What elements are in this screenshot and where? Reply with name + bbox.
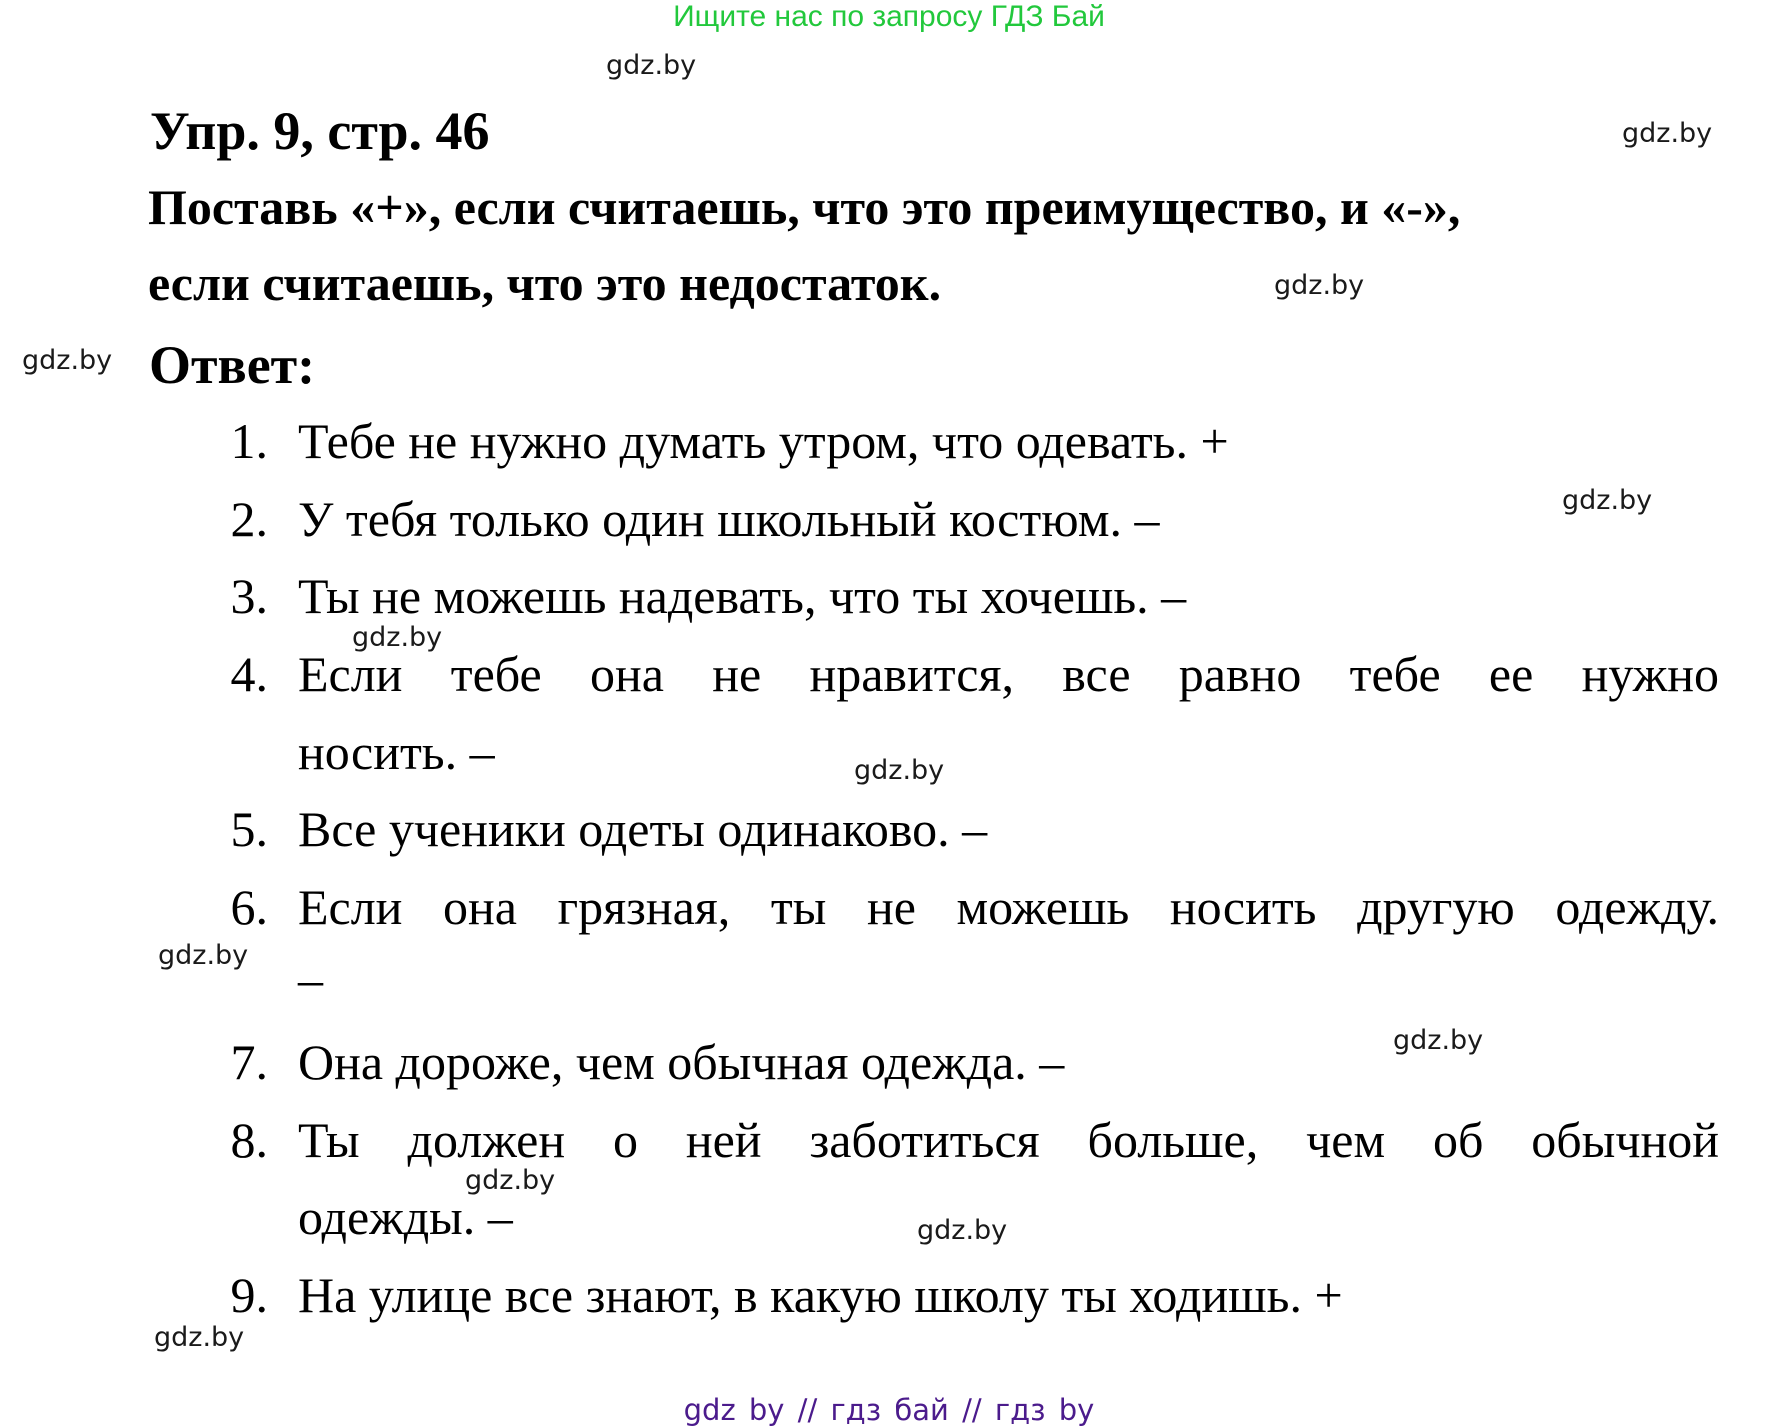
watermark: gdz.by [917, 1215, 1008, 1246]
watermark: gdz.by [854, 755, 945, 786]
item-number: 2. [230, 491, 268, 547]
exercise-title: Упр. 9, стр. 46 [150, 101, 490, 161]
item-number: 1. [230, 413, 268, 469]
watermark: gdz.by [158, 940, 249, 971]
footer-links: gdz by // гдз бай // гдз by [683, 1393, 1095, 1427]
item-text: Если тебе она не нравится, все равно тебе ее нужно [298, 646, 1719, 702]
item-number: 8. [230, 1112, 268, 1168]
task-line-1: Поставь «+», если считаешь, что это преимущество, и «-», [148, 179, 1461, 235]
task-line-2: если считаешь, что это недостаток. [148, 255, 942, 311]
watermark: gdz.by [352, 622, 443, 653]
watermark: gdz.by [465, 1165, 556, 1196]
item-text: Ты не можешь надевать, что ты хочешь. – [298, 568, 1187, 624]
item-number: 3. [230, 568, 268, 624]
answer-label: Ответ: [149, 335, 316, 395]
watermark: gdz.by [1622, 118, 1713, 149]
item-text: Если она грязная, ты не можешь носить другую одежду. [298, 879, 1719, 935]
item-text-continued: носить. – [298, 724, 495, 780]
item-number: 5. [230, 801, 268, 857]
item-text: Тебе не нужно думать утром, что одевать. + [298, 413, 1229, 469]
watermark: gdz.by [1562, 485, 1653, 516]
watermark: gdz.by [22, 345, 113, 376]
watermark: gdz.by [154, 1322, 245, 1353]
item-number: 4. [230, 646, 268, 702]
item-text: У тебя только один школьный костюм. – [298, 491, 1160, 547]
item-text: На улице все знают, в какую школу ты ходишь. + [298, 1267, 1343, 1323]
item-text: Все ученики одеты одинаково. – [298, 801, 988, 857]
item-number: 7. [230, 1034, 268, 1090]
item-number: 6. [230, 879, 268, 935]
watermark: gdz.by [1274, 270, 1365, 301]
promo-banner: Ищите нас по запросу ГДЗ Бай [673, 0, 1105, 33]
watermark: gdz.by [606, 50, 697, 81]
item-number: 9. [230, 1267, 268, 1323]
item-text-continued: одежды. – [298, 1189, 513, 1245]
item-text: Она дороже, чем обычная одежда. – [298, 1034, 1065, 1090]
item-text-continued: – [298, 951, 323, 1007]
item-text: Ты должен о ней заботиться больше, чем об обычной [298, 1112, 1719, 1168]
watermark: gdz.by [1393, 1025, 1484, 1056]
